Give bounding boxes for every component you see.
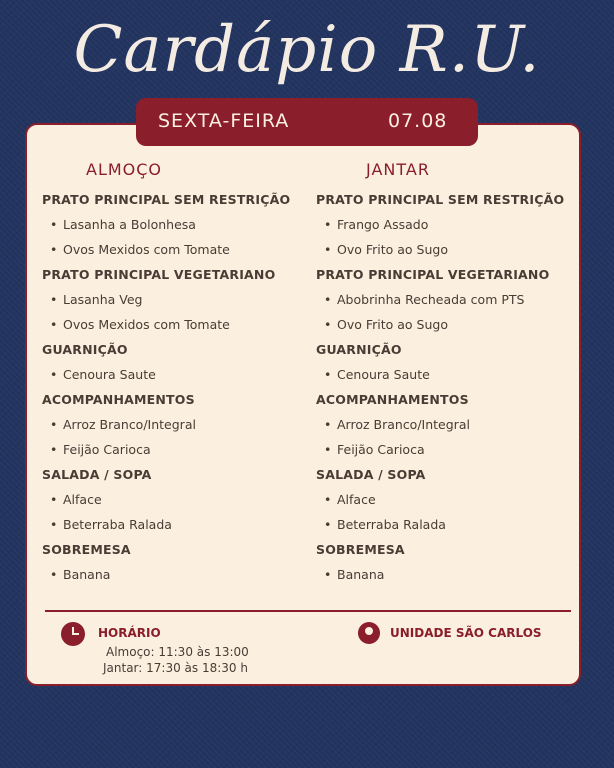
bullet-icon: • — [50, 217, 58, 232]
footer-divider — [45, 610, 571, 612]
section-title: SALADA / SOPA — [42, 467, 152, 482]
bullet-icon: • — [50, 317, 58, 332]
menu-item — [316, 315, 586, 340]
dinner-heading: JANTAR — [366, 160, 430, 179]
section-title: PRATO PRINCIPAL VEGETARIANO — [316, 267, 550, 282]
menu-item — [42, 515, 312, 540]
menu-item — [42, 440, 312, 465]
menu-item — [316, 415, 586, 440]
bullet-icon: • — [50, 517, 58, 532]
menu-item — [316, 365, 586, 390]
day-banner — [136, 98, 478, 146]
dinner-column — [316, 160, 586, 590]
day-label: SEXTA-FEIRA — [158, 110, 290, 132]
bullet-icon: • — [50, 367, 58, 382]
bullet-icon: • — [324, 217, 332, 232]
menu-item-label: Arroz Branco/Integral — [337, 417, 470, 432]
section-title: PRATO PRINCIPAL SEM RESTRIÇÃO — [316, 192, 565, 207]
dinner-hours: Jantar: 17:30 às 18:30 h — [103, 661, 248, 675]
bullet-icon: • — [50, 242, 58, 257]
menu-title: Cardápio R.U. — [73, 13, 541, 87]
menu-item — [42, 415, 312, 440]
menu-item — [42, 565, 312, 590]
menu-item-label: Alface — [337, 492, 376, 507]
menu-item-label: Beterraba Ralada — [337, 517, 446, 532]
clock-icon — [61, 622, 85, 646]
bullet-icon: • — [50, 492, 58, 507]
menu-item-label: Feijão Carioca — [337, 442, 425, 457]
location-pin-icon — [358, 622, 380, 644]
bullet-icon: • — [50, 567, 58, 582]
date-label: 07.08 — [388, 110, 448, 132]
section-title: GUARNIÇÃO — [316, 342, 402, 357]
menu-item-label: Alface — [63, 492, 102, 507]
menu-item-label: Frango Assado — [337, 217, 429, 232]
menu-item-label: Ovo Frito ao Sugo — [337, 317, 448, 332]
menu-item — [42, 290, 312, 315]
bullet-icon: • — [50, 292, 58, 307]
menu-item-label: Banana — [63, 567, 111, 582]
menu-item — [42, 315, 312, 340]
section-title: GUARNIÇÃO — [42, 342, 128, 357]
bullet-icon: • — [50, 442, 58, 457]
bullet-icon: • — [324, 417, 332, 432]
menu-item-label: Lasanha a Bolonhesa — [63, 217, 196, 232]
lunch-heading: ALMOÇO — [86, 160, 163, 179]
menu-item-label: Beterraba Ralada — [63, 517, 172, 532]
lunch-column — [42, 160, 312, 590]
menu-item-label: Ovos Mexidos com Tomate — [63, 242, 230, 257]
menu-item-label: Feijão Carioca — [63, 442, 151, 457]
section-title: SOBREMESA — [316, 542, 405, 557]
menu-item-label: Arroz Branco/Integral — [63, 417, 196, 432]
menu-item — [316, 490, 586, 515]
lunch-hours: Almoço: 11:30 às 13:00 — [106, 645, 249, 659]
section-title: SALADA / SOPA — [316, 467, 426, 482]
section-title: PRATO PRINCIPAL VEGETARIANO — [42, 267, 276, 282]
section-title: ACOMPANHAMENTOS — [316, 392, 469, 407]
menu-item — [316, 215, 586, 240]
bullet-icon: • — [324, 492, 332, 507]
menu-item — [42, 490, 312, 515]
section-title: ACOMPANHAMENTOS — [42, 392, 195, 407]
menu-item — [316, 240, 586, 265]
bullet-icon: • — [324, 442, 332, 457]
menu-item — [316, 290, 586, 315]
bullet-icon: • — [324, 242, 332, 257]
section-title: SOBREMESA — [42, 542, 131, 557]
bullet-icon: • — [324, 292, 332, 307]
bullet-icon: • — [324, 567, 332, 582]
hours-title: HORÁRIO — [98, 626, 161, 640]
bullet-icon: • — [324, 367, 332, 382]
bullet-icon: • — [324, 317, 332, 332]
menu-item — [316, 565, 586, 590]
menu-item — [42, 365, 312, 390]
menu-item-label: Banana — [337, 567, 385, 582]
menu-item — [42, 240, 312, 265]
menu-item — [316, 515, 586, 540]
unit-label: UNIDADE SÃO CARLOS — [390, 626, 542, 640]
menu-item-label: Cenoura Saute — [63, 367, 156, 382]
menu-item-label: Ovos Mexidos com Tomate — [63, 317, 230, 332]
menu-item-label: Cenoura Saute — [337, 367, 430, 382]
menu-item-label: Ovo Frito ao Sugo — [337, 242, 448, 257]
section-title: PRATO PRINCIPAL SEM RESTRIÇÃO — [42, 192, 291, 207]
bullet-icon: • — [324, 517, 332, 532]
menu-item — [42, 215, 312, 240]
bullet-icon: • — [50, 417, 58, 432]
menu-item — [316, 440, 586, 465]
menu-item-label: Abobrinha Recheada com PTS — [337, 292, 525, 307]
menu-item-label: Lasanha Veg — [63, 292, 143, 307]
